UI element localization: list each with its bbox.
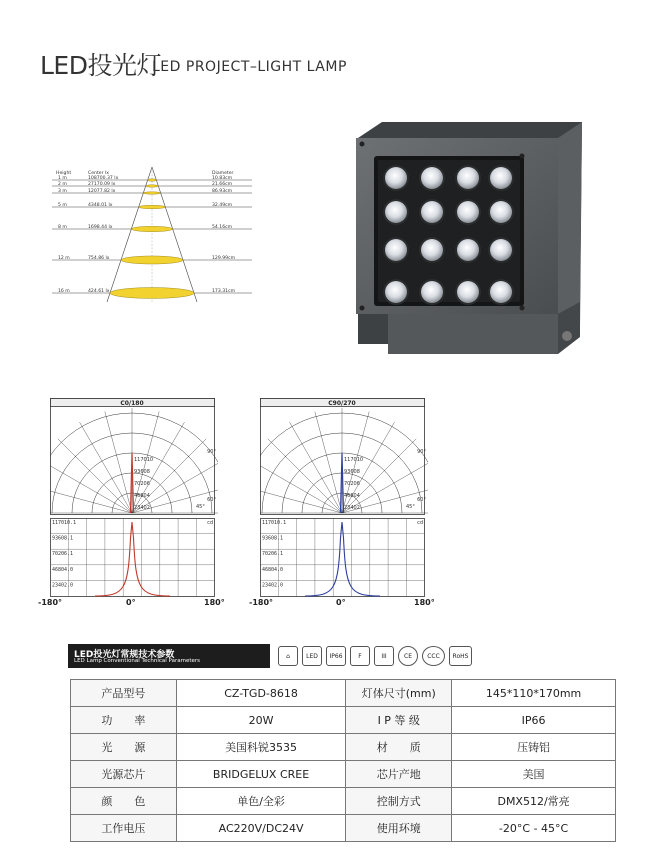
- spec-value: 20W: [176, 707, 346, 734]
- cone-lux: 424.61 lx: [88, 289, 110, 294]
- intensity-level-label: 117010.1: [262, 520, 287, 526]
- cone-height: 5 m: [58, 203, 67, 208]
- ip66-icon: IP66: [326, 646, 346, 666]
- axis-right-label: 180°: [414, 598, 435, 607]
- light-spot: [121, 256, 183, 264]
- ce-icon: CE: [398, 646, 418, 666]
- spec-value: 压铸铝: [452, 734, 616, 761]
- led-lens: [421, 201, 443, 223]
- cone-lux: 27170.09 lx: [88, 182, 116, 187]
- col-height-header: Height: [56, 171, 72, 176]
- intensity-level-label: 93608.1: [52, 535, 74, 542]
- led-icon: LED: [302, 646, 322, 666]
- angle-90-label: 90°: [417, 449, 426, 455]
- intensity-level-label: 23402.0: [262, 582, 284, 589]
- angle-90-label: 90°: [207, 449, 216, 455]
- page-subtitle: LED PROJECT–LIGHT LAMP: [152, 59, 347, 75]
- light-spot: [139, 205, 166, 208]
- f-mark-icon: F: [350, 646, 370, 666]
- spec-row: [71, 815, 616, 842]
- angle-60-label: 60°: [207, 497, 216, 503]
- intensity-level-label: 93608.1: [262, 535, 284, 542]
- cone-lux: 108700.37 lx: [88, 176, 119, 181]
- intensity-level-label: 70206.1: [262, 551, 284, 558]
- led-lens: [457, 201, 479, 223]
- intensity-grid: [50, 518, 215, 597]
- spec-value: 单色/全彩: [176, 788, 346, 815]
- unit-label: cd: [416, 520, 423, 526]
- page-title: LED投光灯: [40, 51, 161, 80]
- polar-ring-label: 117010: [344, 457, 364, 463]
- spec-label: 芯片产地: [346, 761, 452, 788]
- light-spot: [148, 179, 157, 181]
- class-iii-icon: III: [374, 646, 394, 666]
- spec-table: [70, 679, 616, 842]
- spec-label: 使用环境: [346, 815, 452, 842]
- spec-value: IP66: [452, 707, 616, 734]
- axis-mid-label: 0°: [126, 598, 136, 607]
- cone-height: 3 m: [58, 189, 67, 194]
- axis-right-label: 180°: [204, 598, 225, 607]
- cone-lux: 1698.44 lx: [88, 225, 113, 230]
- polar-title: C0/180: [120, 400, 144, 407]
- intensity-level-label: 46804.0: [52, 566, 74, 573]
- unit-label: cd: [206, 520, 213, 526]
- cone-height: 8 m: [58, 225, 67, 230]
- angle-45-label: 45°: [196, 504, 205, 510]
- spec-value: -20°C - 45°C: [452, 815, 616, 842]
- outdoor-icon: ⌂: [278, 646, 298, 666]
- spec-header-bar: [68, 644, 270, 668]
- intensity-level-label: 117010.1: [52, 520, 77, 526]
- polar-chart-c0-180: [50, 398, 218, 516]
- polar-ring-label: 23402: [344, 505, 360, 511]
- cone-diameter: 54.16cm: [212, 225, 233, 230]
- spec-label: 灯体尺寸(mm): [346, 680, 452, 707]
- certification-icons: [278, 646, 472, 668]
- led-lens: [490, 167, 512, 189]
- spec-label: 颜 色: [71, 788, 177, 815]
- intensity-level-label: 70206.1: [52, 551, 74, 558]
- angle-45-label: 45°: [406, 504, 415, 510]
- spec-value: DMX512/常亮: [452, 788, 616, 815]
- led-lens: [421, 281, 443, 303]
- cone-height: 2 m: [58, 182, 67, 187]
- spec-row: [71, 761, 616, 788]
- polar-chart-c90-270: [260, 398, 428, 516]
- cone-lux: 754.86 lx: [88, 256, 110, 261]
- cone-diameter: 129.99cm: [212, 256, 236, 261]
- spec-label: 工作电压: [71, 815, 177, 842]
- polar-ring-label: 46804: [134, 493, 150, 499]
- cone-diameter: 21.66cm: [212, 182, 233, 187]
- cone-height: 1 m: [58, 176, 67, 181]
- spec-label: 产品型号: [71, 680, 177, 707]
- spec-value: 美国: [452, 761, 616, 788]
- cone-diameter: 10.83cm: [212, 176, 233, 181]
- cone-height: 16 m: [58, 289, 70, 294]
- led-lens: [457, 167, 479, 189]
- ccc-icon: CCC: [422, 646, 445, 666]
- polar-ring-label: 46804: [344, 493, 360, 499]
- spec-value: 145*110*170mm: [452, 680, 616, 707]
- cone-diameter: 32.49cm: [212, 203, 233, 208]
- led-lens: [385, 167, 407, 189]
- polar-ring-label: 23402: [134, 505, 150, 511]
- led-lens: [385, 239, 407, 261]
- col-center-header: Center lx: [88, 171, 109, 176]
- cone-lux: 12077.82 lx: [88, 189, 116, 194]
- spec-row: [71, 680, 616, 707]
- spec-label: I P 等 级: [346, 707, 452, 734]
- polar-ring-label: 93608: [134, 469, 150, 475]
- cone-diameter: 86.93cm: [212, 189, 233, 194]
- led-lens: [421, 239, 443, 261]
- led-lens: [490, 281, 512, 303]
- light-spot: [146, 185, 159, 187]
- light-spot: [110, 288, 194, 299]
- light-spot: [131, 226, 172, 231]
- product-image: [352, 122, 582, 354]
- led-lens: [421, 167, 443, 189]
- led-lens: [385, 201, 407, 223]
- spec-header-cn: LED投光灯常规技术参数: [74, 650, 175, 660]
- spec-row: [71, 734, 616, 761]
- spec-header-en: LED Lamp Conventional Technical Parameters: [74, 658, 201, 664]
- axis-left-label: -180°: [249, 598, 274, 607]
- spec-value: AC220V/DC24V: [176, 815, 346, 842]
- light-cone-diagram: [52, 164, 272, 324]
- cone-height: 12 m: [58, 256, 70, 261]
- spec-value: CZ-TGD-8618: [176, 680, 346, 707]
- led-lens: [385, 281, 407, 303]
- polar-ring-label: 117010: [134, 457, 154, 463]
- polar-ring-label: 93608: [344, 469, 360, 475]
- cone-lux: 4348.01 lx: [88, 203, 113, 208]
- spec-label: 材 质: [346, 734, 452, 761]
- spec-label: 控制方式: [346, 788, 452, 815]
- led-lens: [490, 201, 512, 223]
- led-lens: [457, 239, 479, 261]
- polar-title: C90/270: [328, 400, 356, 407]
- led-lens: [457, 281, 479, 303]
- spec-row: [71, 788, 616, 815]
- rohs-icon: RoHS: [449, 646, 472, 666]
- col-diameter-header: Diameter: [212, 171, 234, 176]
- intensity-chart-c0-180: [50, 518, 218, 598]
- axis-left-label: -180°: [38, 598, 63, 607]
- axis-mid-label: 0°: [336, 598, 346, 607]
- spec-label: 功 率: [71, 707, 177, 734]
- spec-label: 光源芯片: [71, 761, 177, 788]
- intensity-chart-c90-270: [260, 518, 428, 598]
- intensity-grid: [260, 518, 425, 597]
- intensity-level-label: 23402.0: [52, 582, 74, 589]
- spec-label: 光 源: [71, 734, 177, 761]
- spec-value: BRIDGELUX CREE: [176, 761, 346, 788]
- light-spot: [143, 192, 160, 194]
- polar-ring-label: 70206: [344, 481, 360, 487]
- intensity-level-label: 46804.0: [262, 566, 284, 573]
- cone-diameter: 173.31cm: [212, 289, 236, 294]
- polar-ring-label: 70206: [134, 481, 150, 487]
- led-lens: [490, 239, 512, 261]
- spec-row: [71, 707, 616, 734]
- spec-value: 美国科锐3535: [176, 734, 346, 761]
- angle-60-label: 60°: [417, 497, 426, 503]
